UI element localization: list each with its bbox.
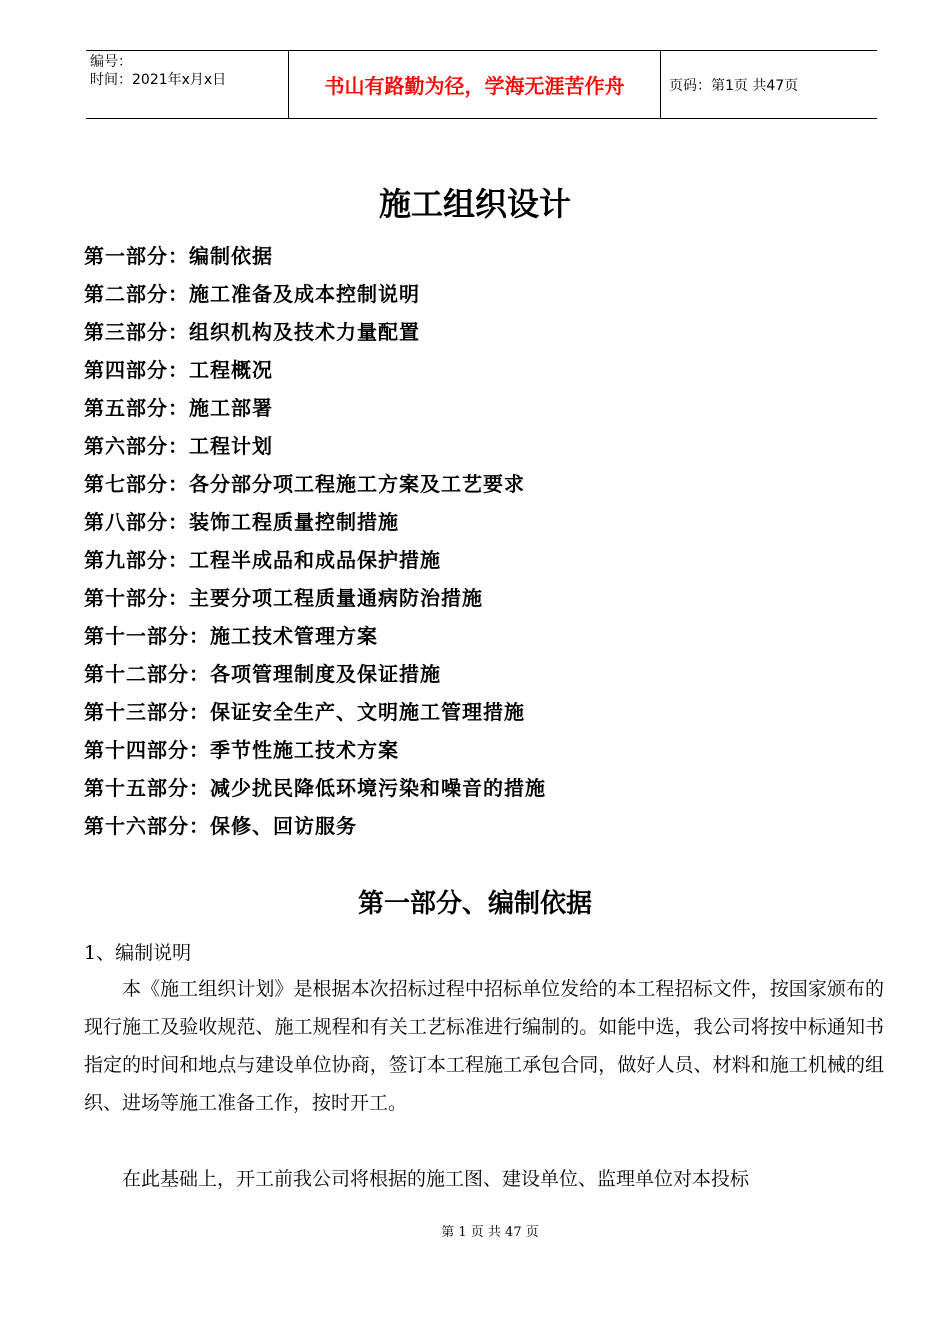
table-of-contents: [84, 237, 546, 845]
document-title: 施工组织设计: [378, 185, 571, 223]
header-meta: [86, 51, 288, 118]
toc-item: 第十六部分：保修、回访服务: [84, 814, 357, 838]
toc-item: 第七部分：各分部分项工程施工方案及工艺要求: [84, 472, 525, 496]
body-paragraph: 在此基础上，开工前我公司将根据的施工图、建设单位、监理单位对本投标: [122, 1168, 750, 1190]
toc-item: 第十二部分：各项管理制度及保证措施: [84, 662, 441, 686]
body-paragraph: 本《施工组织计划》是根据本次招标过程中招标单位发给的本工程招标文件，按国家颁布的现行施工及验收规范、施工规程和有关工艺标准进行编制的。如能中选，我公司将按中标通知书指定的时间和地点与建设单位协商，签订本工程施工承包合同，做好人员、材料和施工机械的组织、进场等施工准备工作，按时开工。: [84, 978, 884, 1114]
header-slogan: 书山有路勤为径，学海无涯苦作舟: [288, 51, 661, 118]
header-number-label: 编号：: [90, 54, 132, 70]
toc-item: 第三部分：组织机构及技术力量配置: [84, 320, 420, 344]
toc-item: 第六部分：工程计划: [84, 434, 273, 458]
toc-item: 第九部分：工程半成品和成品保护措施: [84, 548, 441, 572]
toc-item: 第十部分：主要分项工程质量通病防治措施: [84, 586, 483, 610]
header-page-info: 页码：第1页 共47页: [669, 77, 799, 94]
toc-item: 第十五部分：减少扰民降低环境污染和噪音的措施: [84, 776, 546, 800]
page-footer: 第 1 页 共 47 页: [441, 1225, 539, 1240]
toc-item: 第一部分：编制依据: [84, 244, 273, 268]
toc-item: 第八部分：装饰工程质量控制措施: [84, 510, 399, 534]
toc-item: 第四部分：工程概况: [84, 358, 273, 382]
toc-item: 第二部分：施工准备及成本控制说明: [84, 282, 420, 306]
page-header: [86, 50, 877, 119]
toc-item: 第五部分：施工部署: [84, 396, 273, 420]
toc-item: 第十三部分：保证安全生产、文明施工管理措施: [84, 700, 525, 724]
header-time-label: 时间：2021年x月x日: [90, 72, 227, 88]
toc-item: 第十四部分：季节性施工技术方案: [84, 738, 399, 762]
toc-item: 第十一部分：施工技术管理方案: [84, 624, 378, 648]
subheading: 1、编制说明: [84, 942, 192, 964]
section-title: 第一部分、编制依据: [357, 889, 592, 919]
